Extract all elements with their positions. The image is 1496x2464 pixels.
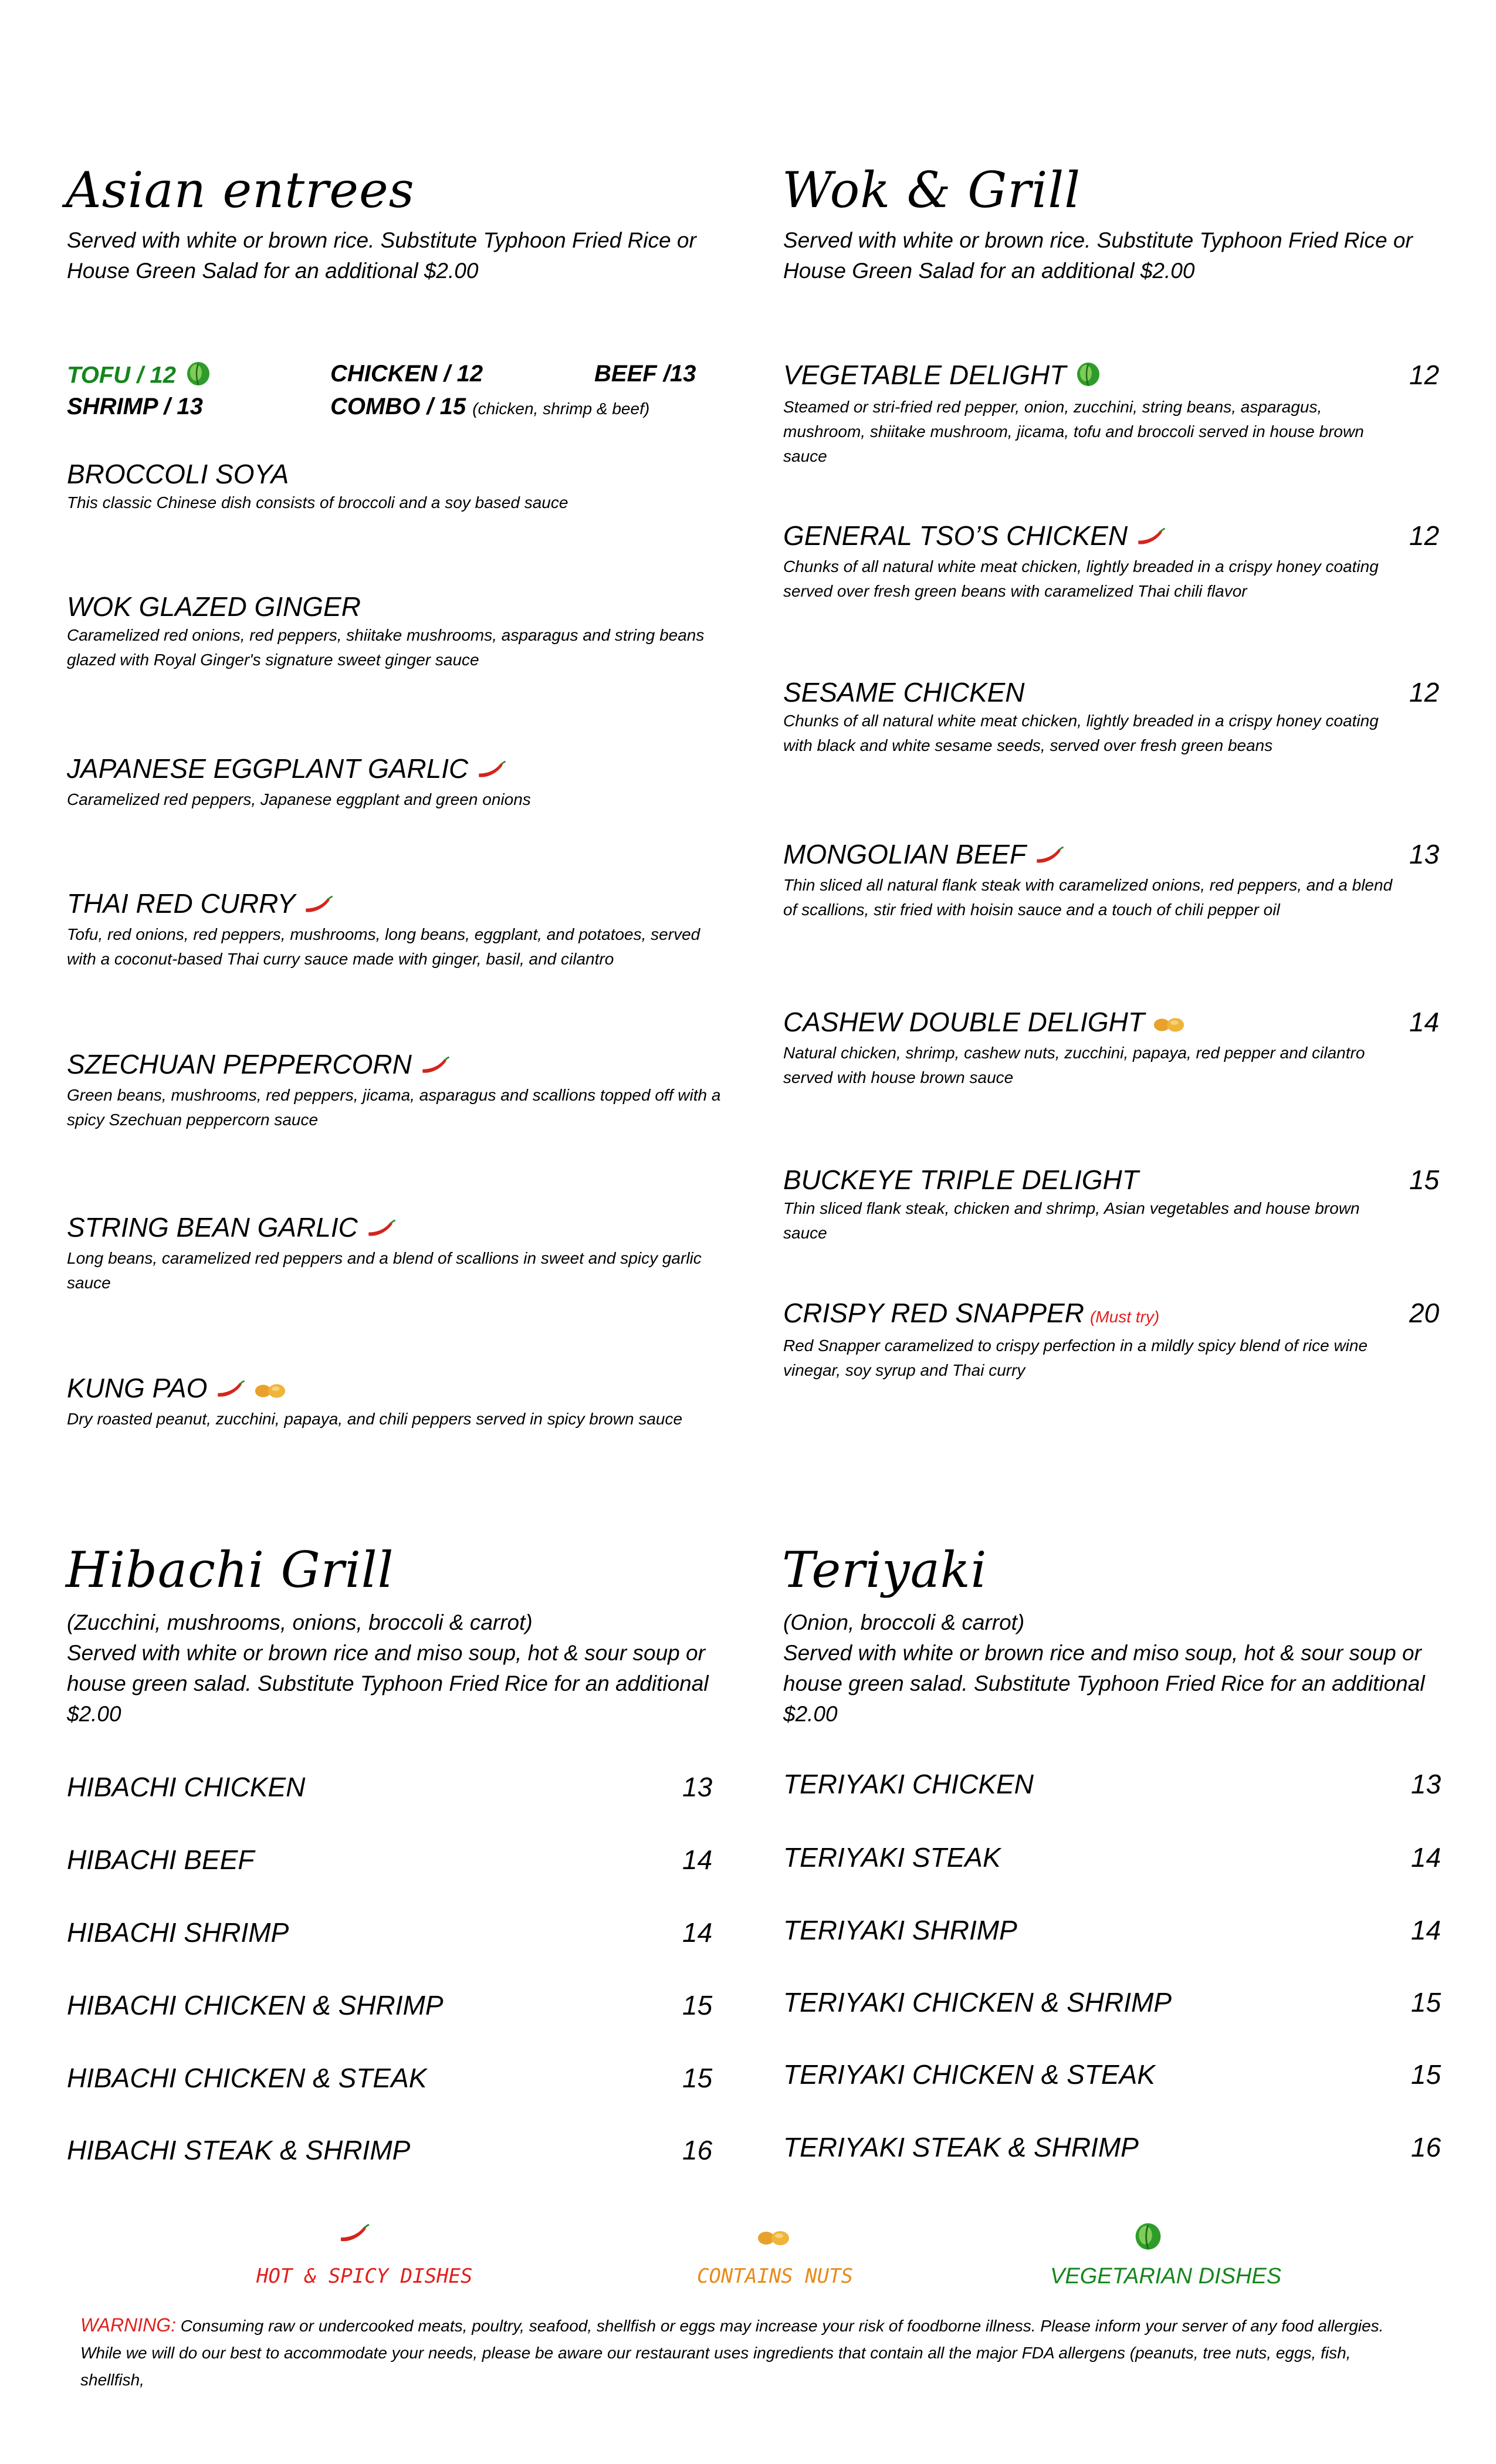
item-name-teriyaki-chicken-shrimp: TERIYAKI CHICKEN & SHRIMP: [783, 1987, 1172, 2018]
warning-text: Consuming raw or undercooked meats, poultry, seafood, shellfish or eggs may increase your risk of foodborne illness. Please inform your server of any food allergies. While we will do our best to accommodate your needs, please be aware our restaurant uses ingredients that contain all the major FDA allergens (peanuts, tree nuts, eggs, fish, shellfish,: [80, 2317, 1384, 2389]
menu-item: [67, 1843, 654, 1876]
warning-label: WARNING:: [80, 2314, 176, 2336]
menu-item-description: Natural chicken, shrimp, cashew nuts, zucchini, papaya, red pepper and cilantro served with house brown sauce: [783, 1043, 1365, 1087]
menu-item-name: [67, 1372, 736, 1407]
legend-spicy: HOT & SPICY DISHES: [256, 2265, 473, 2288]
protein-chicken: CHICKEN / 12: [330, 361, 483, 387]
item-name-general-tso-s-chicken: GENERAL TSO’S CHICKEN: [783, 520, 1128, 551]
menu-item: [67, 1211, 736, 1295]
menu-item: [783, 1841, 1370, 1874]
item-name-japanese-eggplant-garlic: JAPANESE EGGPLANT GARLIC: [67, 753, 469, 784]
menu-item-price: 14: [682, 1844, 713, 1875]
menu-item-description: This classic Chinese dish consists of broccoli and a soy based sauce: [67, 493, 568, 512]
menu-item-description: Tofu, red onions, red peppers, mushrooms, long beans, eggplant, and potatoes, served with a coconut-based Thai curry sauce made with ginger, basil, and cilantro: [67, 925, 700, 968]
menu-item-price: 16: [682, 2135, 713, 2165]
menu-item-price: 15: [682, 2063, 713, 2093]
chili-pepper-icon: [476, 754, 507, 787]
menu-item: [783, 1768, 1370, 1800]
menu-item-name: [67, 752, 736, 787]
item-name-thai-red-curry: THAI RED CURRY: [67, 888, 296, 919]
menu-item-name: [67, 1211, 736, 1246]
menu-item-description: Green beans, mushrooms, red peppers, jicama, asparagus and scallions topped off with a spicy Szechuan peppercorn sauce: [67, 1085, 721, 1129]
item-name-hibachi-beef: HIBACHI BEEF: [67, 1844, 255, 1875]
chili-pepper-icon: [1136, 522, 1166, 554]
item-name-vegetable-delight: VEGETABLE DELIGHT: [783, 360, 1067, 390]
item-name-teriyaki-chicken: TERIYAKI CHICKEN: [783, 1769, 1034, 1799]
teriyaki-subtitle: (Onion, broccoli & carrot): [783, 1610, 1025, 1634]
menu-item-name: [67, 458, 736, 490]
wok-grill-description: Served with white or brown rice. Substitute Typhoon Fried Rice or House Green Salad for an additional $2.00: [783, 228, 1413, 283]
menu-item: [783, 1297, 1429, 1383]
menu-item: [67, 1989, 654, 2022]
menu-item-name: [67, 1771, 654, 1803]
menu-item-name: [67, 590, 736, 623]
item-name-buckeye-triple-delight: BUCKEYE TRIPLE DELIGHT: [783, 1165, 1139, 1195]
item-name-string-bean-garlic: STRING BEAN GARLIC: [67, 1212, 358, 1243]
menu-item-price: 12: [1409, 520, 1440, 551]
menu-item-name: [67, 1048, 736, 1083]
item-name-teriyaki-steak-shrimp: TERIYAKI STEAK & SHRIMP: [783, 2132, 1139, 2162]
item-name-wok-glazed-ginger: WOK GLAZED GINGER: [67, 591, 361, 622]
menu-item: [67, 2062, 654, 2094]
menu-item: [67, 1771, 654, 1803]
hibachi-grill-subtitle: (Zucchini, mushrooms, onions, broccoli & carrot): [67, 1610, 533, 1634]
menu-item-name: [783, 1768, 1370, 1800]
menu-item-price: 12: [1409, 677, 1440, 708]
menu-item-name: [783, 1163, 1429, 1196]
menu-item: [783, 1006, 1429, 1090]
chili-pepper-icon: [303, 889, 334, 922]
vegetable-icon: [184, 359, 212, 394]
menu-item: [783, 838, 1429, 922]
legend-vegetarian: VEGETARIAN DISHES: [1050, 2264, 1282, 2289]
menu-item-name: [783, 358, 1429, 395]
item-name-teriyaki-steak: TERIYAKI STEAK: [783, 1842, 1001, 1873]
menu-item: [783, 2058, 1370, 2091]
vegetable-icon: [1074, 360, 1102, 395]
menu-item-name: [783, 1841, 1370, 1874]
menu-item-name: [783, 676, 1429, 709]
menu-item-description: Thin sliced flank steak, chicken and shrimp, Asian vegetables and house brown sauce: [783, 1199, 1360, 1242]
menu-item-name: [783, 519, 1429, 554]
item-name-crispy-red-snapper: CRISPY RED SNAPPER: [783, 1298, 1084, 1328]
menu-item-description: Caramelized red peppers, Japanese eggplant and green onions: [67, 790, 531, 808]
menu-item: [783, 1914, 1370, 1947]
menu-item-price: 15: [1409, 1165, 1440, 1195]
chili-pepper-icon: [420, 1050, 451, 1083]
menu-item-price: 20: [1409, 1298, 1440, 1328]
menu-item-price: 15: [1411, 1987, 1441, 2018]
menu-item-price: 13: [1409, 839, 1440, 869]
item-name-teriyaki-shrimp: TERIYAKI SHRIMP: [783, 1915, 1017, 1945]
menu-item: [67, 1916, 654, 1949]
menu-item: [783, 2131, 1370, 2164]
menu-item-description: Chunks of all natural white meat chicken, lightly breaded in a crispy honey coating with black and white sesame seeds, served over fresh green beans: [783, 712, 1379, 754]
peanut-icon: [254, 1374, 287, 1407]
asian-entrees-title: Asian entrees: [66, 161, 415, 219]
menu-item-description: Steamed or stri-fried red pepper, onion, zucchini, string beans, asparagus, mushroom, shiitake mushroom, jicama, tofu and broccoli served in house brown sauce: [783, 397, 1364, 465]
item-name-kung-pao: KUNG PAO: [67, 1373, 208, 1403]
menu-item-name: [783, 1297, 1429, 1333]
menu-item-name: [67, 2134, 654, 2167]
menu-item-name: [67, 1843, 654, 1876]
peanut-icon: [1153, 1008, 1186, 1041]
protein-shrimp: SHRIMP / 13: [67, 394, 203, 419]
menu-item-name: [783, 838, 1429, 873]
teriyaki-title: Teriyaki: [782, 1541, 987, 1599]
menu-item-name: [783, 1986, 1370, 2019]
must-try-note: (Must try): [1089, 1308, 1160, 1326]
menu-item-description: Dry roasted peanut, zucchini, papaya, and chili peppers served in spicy brown sauce: [67, 1409, 683, 1428]
protein-combo: COMBO / 15 (chicken, shrimp & beef): [330, 394, 650, 419]
menu-item: [783, 1986, 1370, 2019]
chili-pepper-icon: [339, 2223, 370, 2248]
menu-item-price: 14: [1409, 1007, 1440, 1037]
menu-item: [783, 676, 1429, 758]
menu-item: [783, 1163, 1429, 1245]
teriyaki-description: Served with white or brown rice and miso soup, hot & sour soup or house green salad. Substitute Typhoon Fried Rice for an additional $2.00: [783, 1641, 1425, 1726]
menu-item-name: [67, 1916, 654, 1949]
item-name-hibachi-chicken-shrimp: HIBACHI CHICKEN & SHRIMP: [67, 1990, 444, 2020]
menu-item-description: Red Snapper caramelized to crispy perfection in a mildly spicy blend of rice wine vinegar, soy syrup and Thai curry: [783, 1336, 1368, 1379]
menu-item-name: [67, 2062, 654, 2094]
menu-item-name: [783, 2131, 1370, 2164]
item-name-hibachi-steak-shrimp: HIBACHI STEAK & SHRIMP: [67, 2135, 411, 2165]
menu-item-price: 15: [1411, 2059, 1441, 2090]
menu-item-description: Thin sliced all natural flank steak with caramelized onions, red peppers, and a blend of scallions, stir fried with hoisin sauce and a touch of chili pepper oil: [783, 875, 1393, 919]
item-name-teriyaki-chicken-steak: TERIYAKI CHICKEN & STEAK: [783, 2059, 1155, 2090]
menu-item-name: [67, 1989, 654, 2022]
protein-tofu: TOFU / 12: [67, 359, 212, 394]
asian-entrees-description: Served with white or brown rice. Substitute Typhoon Fried Rice or House Green Salad for an additional $2.00: [67, 228, 696, 283]
menu-item: [67, 458, 736, 515]
item-name-mongolian-beef: MONGOLIAN BEEF: [783, 839, 1027, 869]
menu-item: [67, 1048, 736, 1132]
menu-item-price: 14: [682, 1917, 713, 1948]
hibachi-grill-title: Hibachi Grill: [66, 1541, 394, 1599]
menu-item-price: 14: [1411, 1842, 1441, 1873]
allergy-warning: [80, 2311, 1418, 2394]
item-name-broccoli-soya: BROCCOLI SOYA: [67, 459, 289, 489]
menu-item: [67, 887, 736, 972]
legend-nuts: CONTAINS NUTS: [697, 2265, 854, 2288]
menu-item: [67, 1372, 736, 1431]
menu-item-description: Caramelized red onions, red peppers, shiitake mushrooms, asparagus and string beans glazed with Royal Ginger's signature sweet ginger sauce: [67, 626, 705, 669]
chili-pepper-icon: [1034, 840, 1065, 873]
menu-item-price: 13: [682, 1772, 713, 1802]
menu-item-description: Chunks of all natural white meat chicken, lightly breaded in a crispy honey coating served over fresh green beans with caramelized Thai chili flavor: [783, 557, 1379, 600]
hibachi-grill-description: Served with white or brown rice and miso soup, hot & sour soup or house green salad. Substitute Typhoon Fried Rice for an additional $2.00: [67, 1641, 709, 1726]
item-name-sesame-chicken: SESAME CHICKEN: [783, 677, 1025, 708]
chili-pepper-icon: [215, 1374, 246, 1407]
wok-grill-title: Wok & Grill: [782, 161, 1081, 219]
item-name-hibachi-chicken: HIBACHI CHICKEN: [67, 1772, 306, 1802]
item-name-cashew-double-delight: CASHEW DOUBLE DELIGHT: [783, 1007, 1145, 1037]
menu-item: [67, 590, 736, 672]
menu-item-description: Long beans, caramelized red peppers and a blend of scallions in sweet and spicy garlic sauce: [67, 1248, 702, 1292]
protein-beef: BEEF /13: [594, 361, 696, 387]
menu-item: [67, 2134, 654, 2167]
menu-item-price: 13: [1411, 1769, 1441, 1799]
menu-item-name: [67, 887, 736, 922]
item-name-hibachi-chicken-steak: HIBACHI CHICKEN & STEAK: [67, 2063, 427, 2093]
menu-item-price: 12: [1409, 360, 1440, 390]
menu-item-name: [783, 2058, 1370, 2091]
combo-note: (chicken, shrimp & beef): [472, 400, 650, 418]
menu-item-price: 14: [1411, 1915, 1441, 1945]
item-name-hibachi-shrimp: HIBACHI SHRIMP: [67, 1917, 289, 1948]
peanut-icon: [757, 2229, 791, 2250]
menu-item: [67, 752, 736, 812]
menu-item-price: 16: [1411, 2132, 1441, 2162]
menu-item: [783, 519, 1429, 604]
menu-item-name: [783, 1914, 1370, 1947]
menu-item: [783, 358, 1429, 469]
menu-item-price: 15: [682, 1990, 713, 2020]
chili-pepper-icon: [366, 1213, 397, 1246]
menu-item-name: [783, 1006, 1429, 1041]
vegetable-icon: [1132, 2220, 1164, 2255]
item-name-szechuan-peppercorn: SZECHUAN PEPPERCORN: [67, 1049, 412, 1079]
